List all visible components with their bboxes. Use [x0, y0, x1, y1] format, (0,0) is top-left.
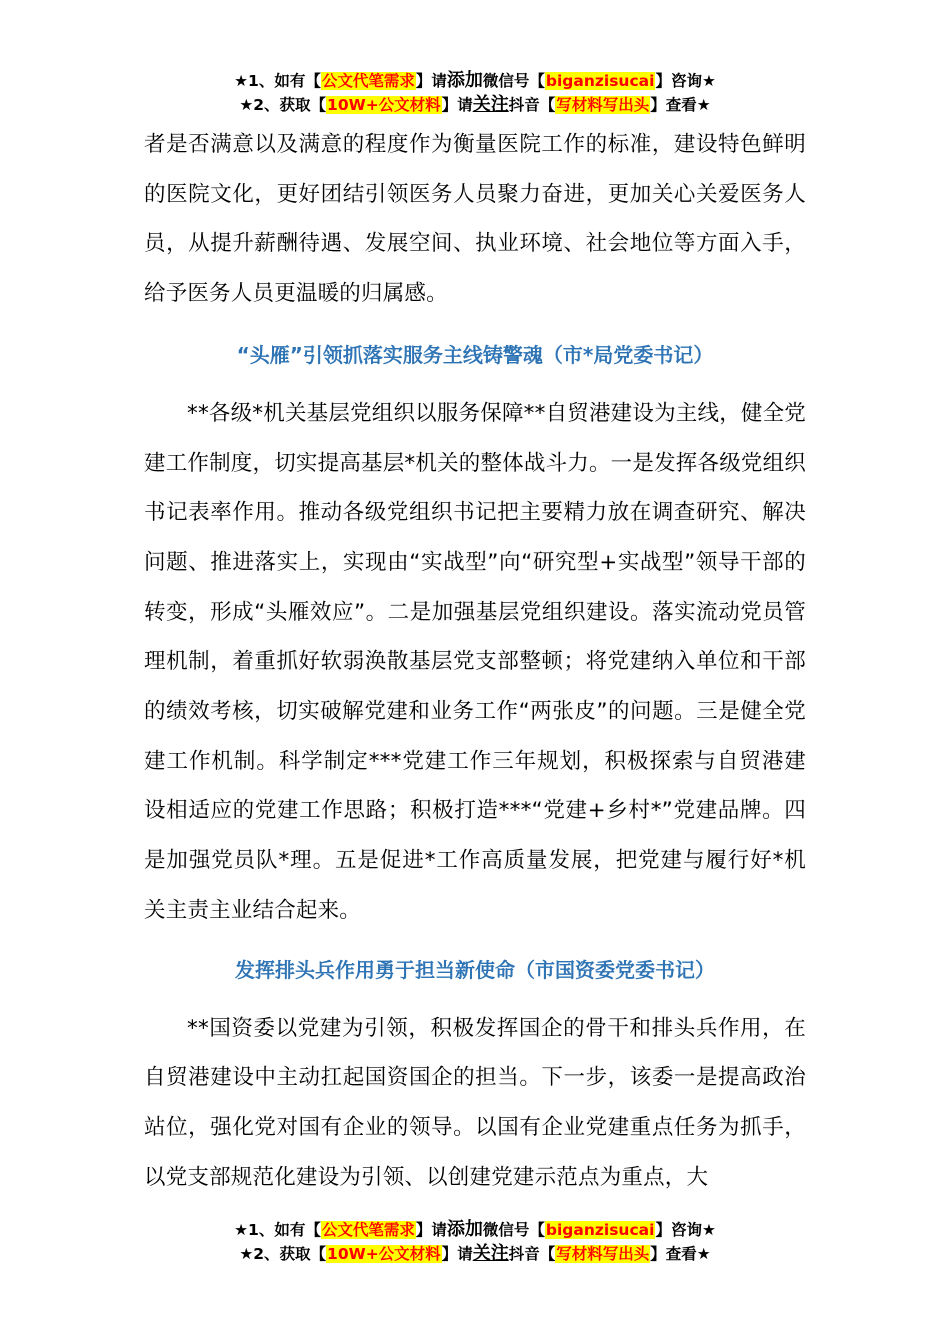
banner-line-1 — [0, 1218, 950, 1242]
banner-text: 】咨询★ — [655, 72, 716, 90]
banner-text: 】查看★ — [650, 96, 711, 114]
banner-text: ★2、获取【 — [239, 96, 327, 114]
banner-text: 微信号【 — [482, 1221, 545, 1239]
banner-text: ★1、如有【 — [234, 72, 321, 90]
banner-text: 】查看★ — [650, 1245, 711, 1263]
banner-text: ★1、如有【 — [234, 1221, 321, 1239]
intro-paragraph: 者是否满意以及满意的程度作为衡量医院工作的标准，建设特色鲜明的医院文化，更好团结引领医务人员聚力奋进，更加关心关爱医务人员，从提升薪酬待遇、发展空间、执业环境、社会地位等方面入手，给予医务人员更温暖的归属感。 — [144, 132, 806, 307]
banner-text: ★2、获取【 — [239, 1245, 327, 1263]
banner-line-1 — [0, 69, 950, 93]
top-banner — [0, 69, 950, 117]
banner-text: 微信号【 — [482, 72, 545, 90]
banner-text: 抖音【 — [508, 1245, 556, 1263]
banner-highlight: 公文代笔需求 — [321, 1221, 415, 1239]
banner-line-2 — [0, 93, 950, 117]
banner-douyin-id: 写材料写出头 — [556, 96, 650, 114]
banner-wechat-id: biganzisucai — [545, 72, 655, 90]
banner-text: 关注 — [472, 1243, 509, 1264]
banner-douyin-id: 写材料写出头 — [556, 1245, 650, 1263]
section2-heading: 发挥排头兵作用勇于担当新使命（市国资委党委书记） — [235, 957, 715, 982]
bottom-banner — [0, 1218, 950, 1266]
banner-text: 】咨询★ — [655, 1221, 716, 1239]
document-body — [144, 120, 806, 1202]
section2-paragraph: **国资委以党建为引领，积极发挥国企的骨干和排头兵作用，在自贸港建设中主动扛起国资国企的担当。下一步，该委一是提高政治站位，强化党对国有企业的领导。以国有企业党建重点任务为抓手，以党支部规范化建设为引领、以创建党建示范点为重点，大 — [144, 1015, 806, 1190]
banner-text: 】请 — [441, 1245, 473, 1263]
banner-text: 添加 — [446, 70, 483, 91]
section1-heading: “头雁”引领抓落实服务主线铸警魂（市*局党委书记） — [236, 342, 714, 367]
banner-highlight: 10W+公文材料 — [327, 96, 441, 114]
banner-text: 】请 — [415, 1221, 447, 1239]
banner-text: 抖音【 — [508, 96, 556, 114]
banner-highlight: 公文代笔需求 — [321, 72, 415, 90]
banner-line-2 — [0, 1242, 950, 1266]
banner-wechat-id: biganzisucai — [545, 1221, 655, 1239]
section1-paragraph: **各级*机关基层党组织以服务保障**自贸港建设为主线，健全党建工作制度，切实提高基层*机关的整体战斗力。一是发挥各级党组织书记表率作用。推动各级党组织书记把主要精力放在调查研究、解决问题、推进落实上，实现由“实战型”向“研究型+实战型”领导干部的转变，形成“头雁效应”。二是加强基层党组织建设。落实流动党员管理机制，着重抓好软弱涣散基层党支部整顿；将党建纳入单位和干部的绩效考核，切实破解党建和业务工作“两张皮”的问题。三是健全党建工作机制。科学制定***党建工作三年规划，积极探索与自贸港建设相适应的党建工作思路；积极打造***“党建+乡村*”党建品牌。四是加强党员队*理。五是促进*工作高质量发展，把党建与履行好*机关主责主业结合起来。 — [144, 400, 806, 923]
banner-text: 】请 — [441, 96, 473, 114]
banner-text: 关注 — [472, 94, 509, 115]
banner-text: 添加 — [446, 1219, 483, 1240]
banner-text: 】请 — [415, 72, 447, 90]
banner-highlight: 10W+公文材料 — [327, 1245, 441, 1263]
